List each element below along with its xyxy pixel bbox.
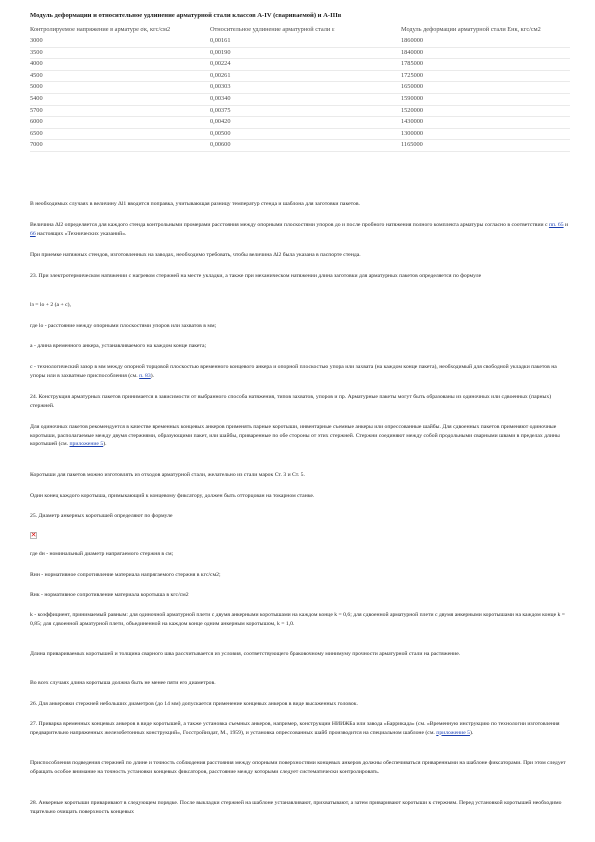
broken-image-icon — [30, 532, 37, 539]
cell-modulus: 1165000 — [401, 140, 570, 152]
broken-image-glyph: ✕ — [30, 531, 37, 539]
paragraph-25: 25. Диаметр анкерных коротышей определяют по формуле — [30, 513, 173, 519]
cell-elongation: 0,00420 — [210, 117, 401, 129]
header-elongation: Относительное удлинение арматурной стали ε — [210, 26, 335, 33]
table-row — [30, 128, 570, 140]
cell-modulus: 1650000 — [401, 82, 570, 94]
cell-stress: 4500 — [30, 70, 210, 82]
cell-stress: 5700 — [30, 105, 210, 117]
paragraph-26: 26. Для анкеровки стержней небольших диаметров (до 14 мм) допускается применение концевых анкеров в виде высаженных головок. — [30, 701, 358, 707]
paragraph-24: 24. Конструкция арматурных пакетов принимается в зависимости от выбранного способа натяжения, типов захватов, упоров и пр. Арматурные пакеты могут быть образованы из одиночных или сдвоенных (парных) стержней. — [30, 394, 552, 409]
cell-elongation: 0,00500 — [210, 128, 401, 140]
cell-modulus: 1520000 — [401, 105, 570, 117]
paragraph-delta-l2 — [30, 221, 570, 238]
paragraph-single-packets — [30, 423, 570, 449]
cell-elongation: 0,00161 — [210, 36, 401, 47]
table-row — [30, 117, 570, 129]
paragraph-28: 28. Анкерные коротыши приваривают в следующем порядке. После выкладки стержней на шаблоне устанавливают, прихватывают, а затем приваривают коротыши к стержням. Перед установкой коротышей необходимо тщательно очищать поверхность концевых — [30, 800, 562, 815]
paragraph-text: Для одиночных пакетов рекомендуется в качестве временных концевых анкеров применять парные коротыши, инвентарные съемные анкеры или опрессованные шайбы. Для сдвоенных пакетов применяют одиночные коротыши, располагаемые между двумя стержнями, образующими пакет, или шайбы, приваренные по обе стороны от этих стержней. Стержни соединяют между собой продольными сварными швами в пределах длины коротышей (см. — [30, 424, 560, 448]
cell-modulus: 1860000 — [401, 36, 570, 47]
table-row — [30, 82, 570, 94]
cell-elongation: 0,00190 — [210, 47, 401, 59]
link-appendix-5[interactable]: приложение 5 — [69, 441, 104, 448]
paragraph-definition-lo: где lо - расстояние между опорными плоскостями упоров или захватов в мм; — [30, 323, 217, 329]
cell-modulus: 1725000 — [401, 70, 570, 82]
paragraph-text: и — [563, 222, 569, 228]
formula-blank-length: lз = lо + 2 (a + c), — [30, 302, 71, 308]
cell-stress: 3500 — [30, 47, 210, 59]
paragraph-definition-rnk: Rнк - нормативное сопротивление материала коротыша в кгс/см2 — [30, 592, 189, 598]
paragraph-27 — [30, 720, 570, 737]
table-row — [30, 59, 570, 71]
cell-stress: 4000 — [30, 59, 210, 71]
cell-elongation: 0,00224 — [210, 59, 401, 71]
table-title: Модуль деформации и относительное удлинение арматурной стали классов A-IV (свариваемой) и A-IIIв — [30, 12, 342, 19]
table-row — [30, 105, 570, 117]
paragraph-text: ). — [470, 729, 474, 736]
paragraph-temperature-correction: В необходимых случаях в величину Δl1 вводится поправка, учитывающая разницу температур стенда и шаблона для заготовки пакетов. — [30, 201, 360, 207]
paragraph-min-length: Во всех случаях длина коротыша должна быть не менее пяти его диаметров. — [30, 680, 216, 686]
paragraph-text: настоящих «Технических указаний». — [35, 230, 127, 237]
paragraph-definition-c — [30, 363, 570, 380]
link-66[interactable]: 66 — [30, 230, 36, 237]
document-page — [30, 12, 570, 815]
cell-elongation: 0,00375 — [210, 105, 401, 117]
paragraph-definition-rnn: Rнн - нормативное сопротивление материала напрягаемого стержня в кгс/см2; — [30, 572, 221, 578]
table-row — [30, 47, 570, 59]
paragraph-stand-acceptance: При приемке натяжных стендов, изготовленных на заводах, необходимо требовать, чтобы величина Δl2 была указана в паспорте стенда. — [30, 252, 361, 258]
cell-elongation: 0,00261 — [210, 70, 401, 82]
cell-modulus: 1300000 — [401, 128, 570, 140]
paragraph-coefficient-k: k - коэффициент, принимаемый равным: для одиночной арматурной плети с двумя анкерными коротышами на каждом конце k = 0,6; для сдвоенной арматурной плети с двумя анкерными коротышами на каждом конце k = 0,85; для сдвоенной арматурной плети, объединенной на каждом конце одним анкерным коротышом, k = 1,0. — [30, 612, 565, 627]
table-header-row — [30, 26, 570, 36]
link-pp-65[interactable]: пп. 65 — [548, 222, 564, 228]
table-row — [30, 140, 570, 152]
table-row — [30, 93, 570, 105]
table-row — [30, 70, 570, 82]
cell-elongation: 0,00303 — [210, 82, 401, 94]
paragraph-weld-length: Длина привариваемых коротышей и толщина сварного шва рассчитывается из условия, соответствующего браковочному минимуму прочности арматурной стали на растяжение. — [30, 651, 461, 657]
cell-stress: 5000 — [30, 82, 210, 94]
cell-elongation: 0,00600 — [210, 140, 401, 152]
table-row — [30, 36, 570, 47]
paragraph-text: ). — [150, 372, 155, 379]
cell-modulus: 1590000 — [401, 93, 570, 105]
paragraph-korotysh-material: Коротыши для пакетов можно изготовлять из отходов арматурной стали, желательно из стали марок Ст. 3 и Ст. 5. — [30, 472, 305, 478]
cell-modulus: 1430000 — [401, 117, 570, 129]
deformation-table — [30, 26, 570, 152]
cell-stress: 6000 — [30, 117, 210, 129]
cell-stress: 5400 — [30, 93, 210, 105]
cell-stress: 3000 — [30, 36, 210, 47]
cell-stress: 6500 — [30, 128, 210, 140]
link-p-83[interactable]: п. 83 — [139, 372, 151, 379]
paragraph-text: c - технологический зазор в мм между опорной торцовой плоскостью временного концевого анкера и опорной плоскостью упора или захвата (на каждом конце пакета), необходимый для свободной укладки пакетов на упоры или в захватные приспособления (см. — [30, 364, 557, 379]
header-modulus: Модуль деформации арматурной стали Eнк, кгс/см2 — [401, 26, 541, 33]
link-appendix-5-b[interactable]: приложение 5 — [436, 729, 471, 736]
cell-elongation: 0,00340 — [210, 93, 401, 105]
paragraph-fixators: Приспособления подведения стержней по длине и точность соблюдения расстояния между опорными поверхностями концевых анкеров должны обеспечиваться приваренными на шаблоне фиксаторами. При этом следует обращать особое внимание на точность установки концевых фиксаторов, расстояние между которыми следует систематически контролировать. — [30, 760, 566, 775]
cell-modulus: 1840000 — [401, 47, 570, 59]
cell-modulus: 1785000 — [401, 59, 570, 71]
paragraph-text: 27. Приварка временных концевых анкеров в виде коротышей, а также установка съемных анкеров, например, конструкции НИИЖБа или завода «Баррикада» (см. «Временную инструкцию по технологии изготовления предварительно напряженных железобетонных конструкций», Госстройиздат, М., 1959), и установка опрессованных шайб производится на специальном шаблоне (см. — [30, 721, 560, 736]
paragraph-korotysh-end: Один конец каждого коротыша, примыкающий к концевому фиксатору, должен быть отторцован на токарном станке. — [30, 493, 315, 499]
paragraph-text: Величина Δl2 определяется для каждого стенда контрольными промерами расстояния между опорными плоскостями упоров до и после пробного натяжения полного комплекта арматуры согласно в соответствии с — [30, 222, 549, 228]
paragraph-definition-dn: где dн - номинальный диаметр напрягаемого стержня в см; — [30, 551, 174, 557]
cell-stress: 7000 — [30, 140, 210, 152]
paragraph-definition-a: a - длина временного анкера, устанавливаемого на каждом конце пакета; — [30, 343, 207, 349]
paragraph-text: ). — [103, 441, 107, 448]
header-stress: Контролируемое напряжение в арматуре σк, кгс/см2 — [30, 26, 171, 33]
paragraph-23: 23. При электротермическом натяжении с нагревом стержней на месте укладки, а также при механическом натяжении длина заготовки для арматурных пакетов определяется по формуле — [30, 273, 482, 279]
